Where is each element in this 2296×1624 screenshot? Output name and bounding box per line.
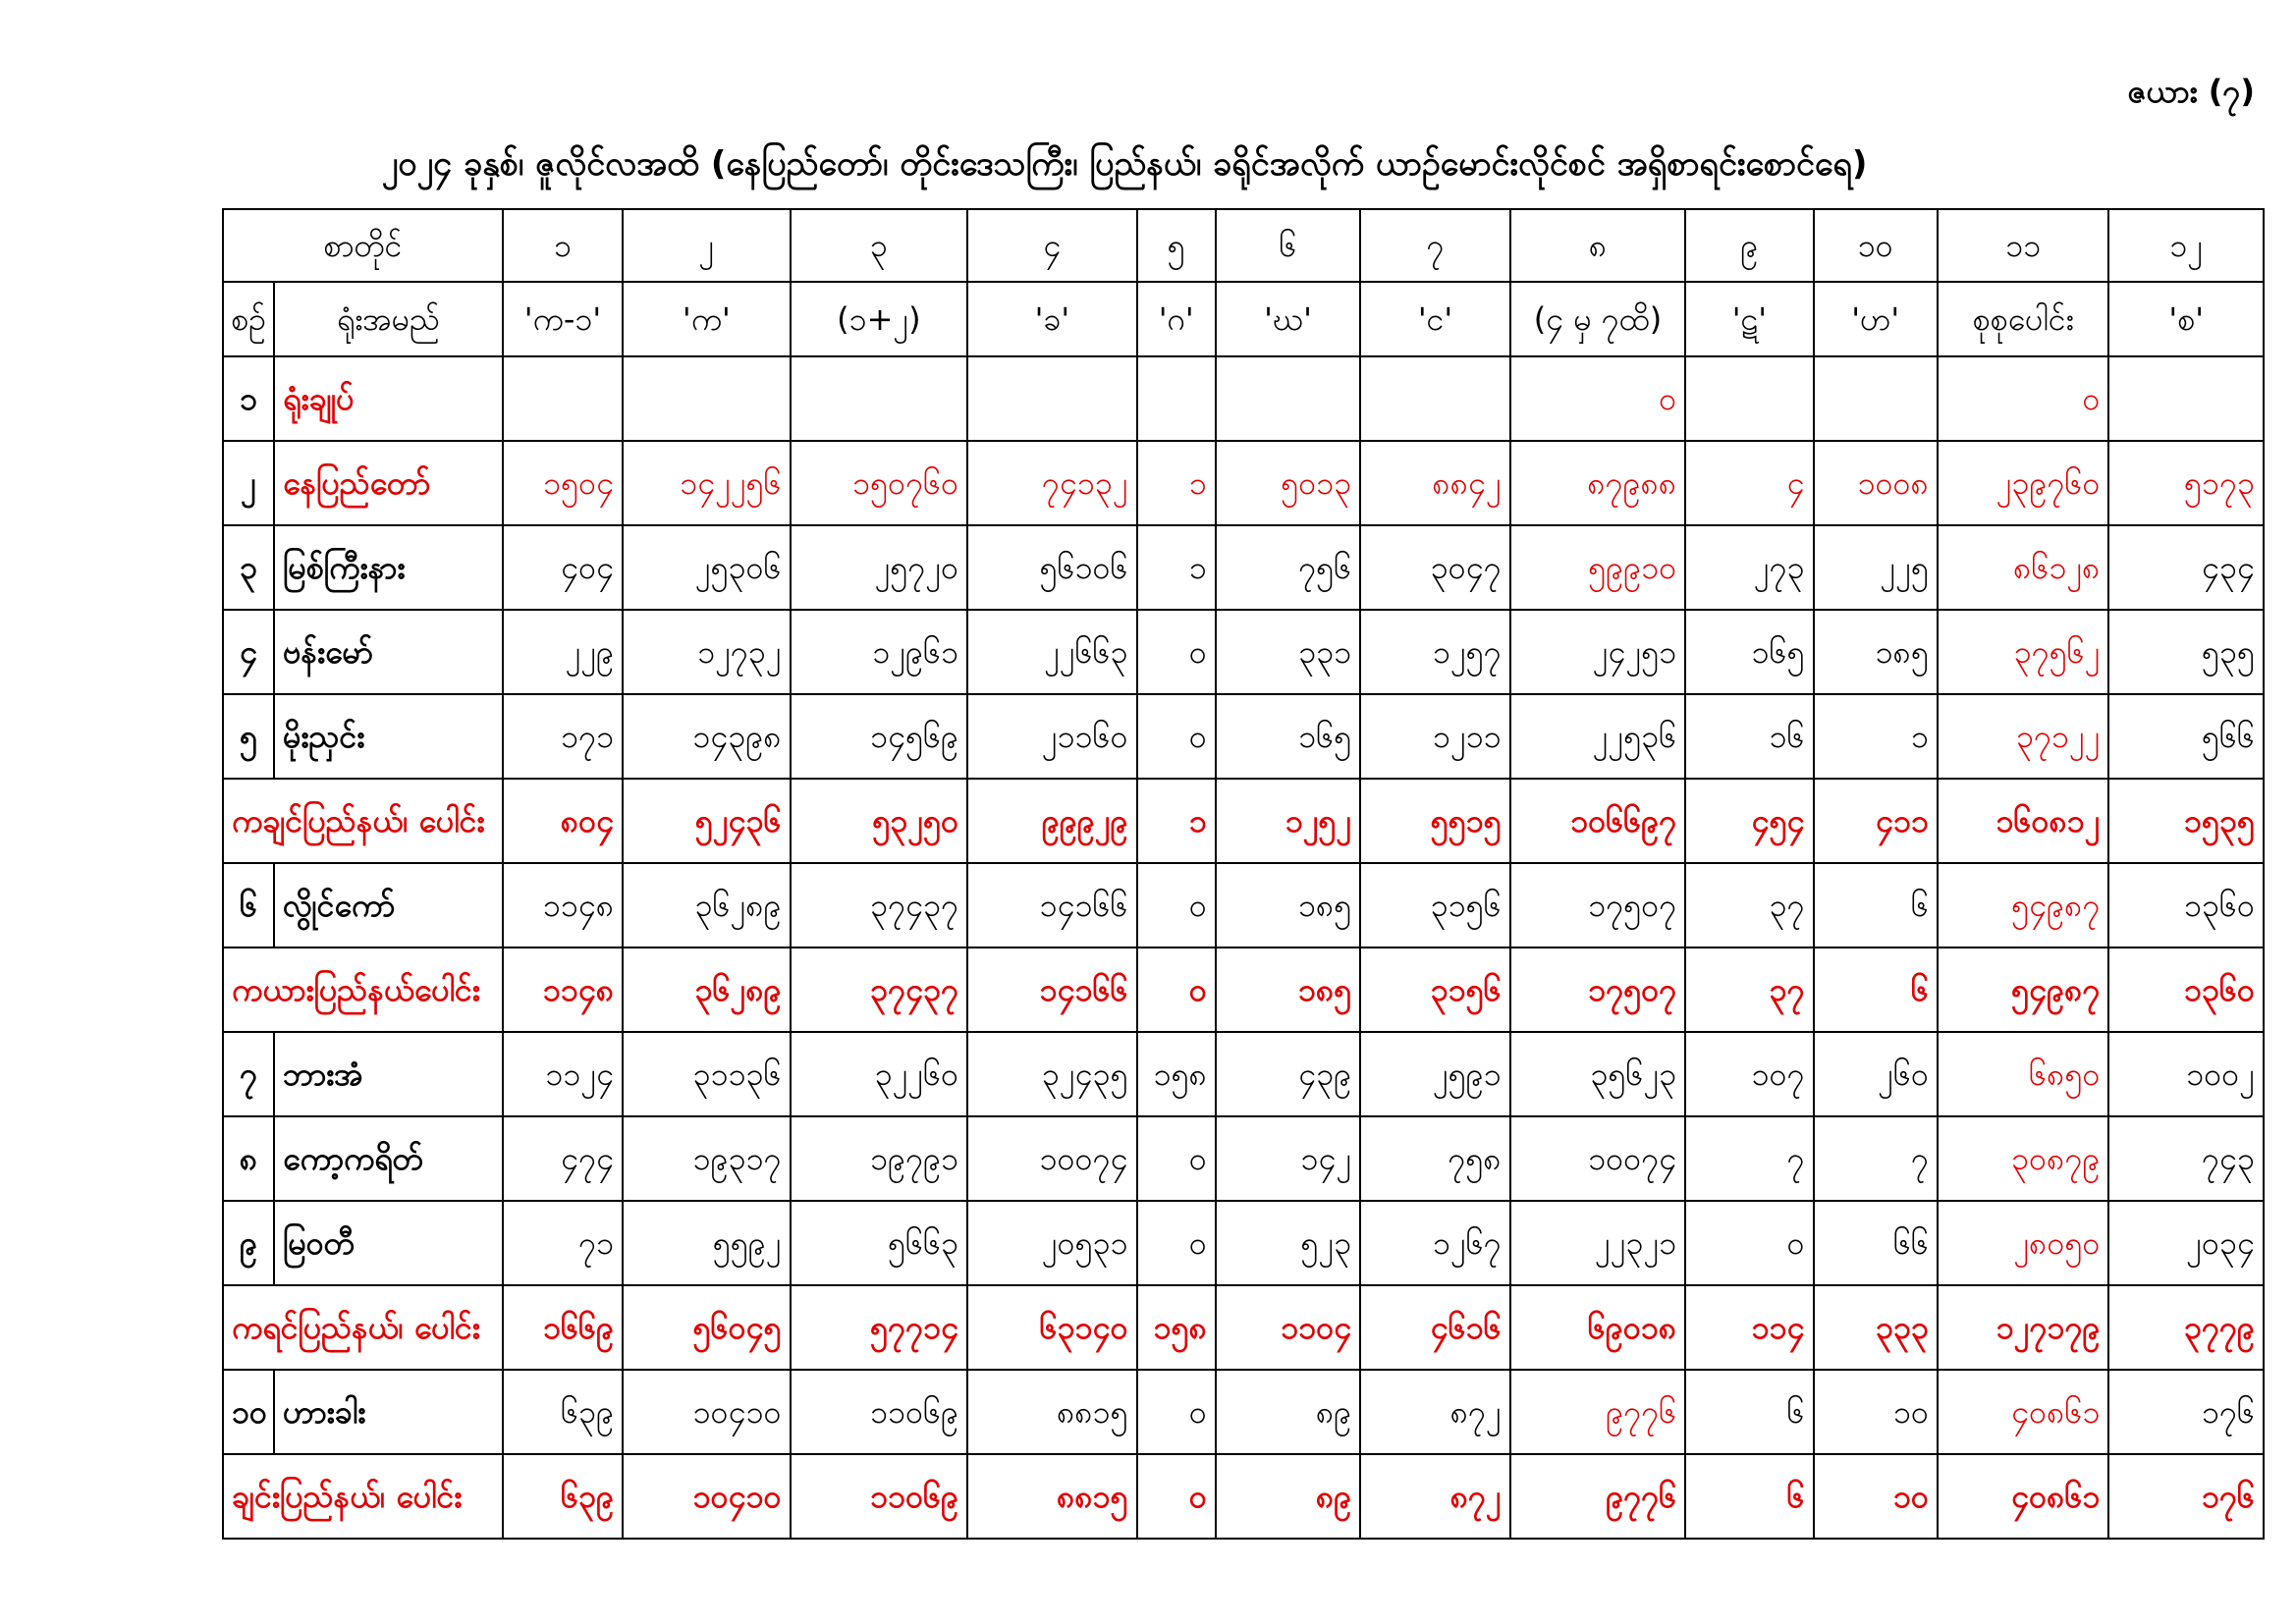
value-cell: ၂၅၇၂၀ [791, 525, 968, 610]
row-seq-no: ၃ [223, 525, 274, 610]
value-cell: ၄၁၁ [1814, 779, 1938, 863]
value-cell: ၁၄၁၆၆ [967, 863, 1136, 947]
row-seq-no: ၇ [223, 1032, 274, 1116]
value-cell: ၅၆၀၄၅ [623, 1285, 790, 1370]
value-cell: ၁၅၈ [1137, 1032, 1216, 1116]
office-name: ဘားအံ [274, 1032, 503, 1116]
value-cell: ၃၂၄၃၅ [967, 1032, 1136, 1116]
value-cell: ၁၇၁ [503, 694, 623, 779]
value-cell: ၈၉ [1216, 1370, 1360, 1454]
value-cell: ၃၇၇၉ [2108, 1285, 2264, 1370]
value-cell: ၂၂၅၃၆ [1510, 694, 1686, 779]
office-name: မြစ်ကြီးနား [274, 525, 503, 610]
value-cell: ၃၇၄၃၇ [791, 947, 968, 1032]
value-cell: ၄ [1685, 441, 1813, 525]
value-cell: ၅၄၉၈၇ [1938, 863, 2109, 947]
row-seq-no: ၁ [223, 356, 274, 441]
value-cell: ၅၂၄၃၆ [623, 779, 790, 863]
value-cell: ၄၃၄ [2108, 525, 2264, 610]
value-cell: ၆ [1814, 863, 1938, 947]
col-number: ၁၁ [1938, 209, 2109, 282]
value-cell: ၁၄၃၉၈ [623, 694, 790, 779]
value-cell: ၄၆၁၆ [1360, 1285, 1509, 1370]
value-cell [967, 356, 1136, 441]
value-cell: ၁၅၃၅ [2108, 779, 2264, 863]
col-number: ၂ [623, 209, 790, 282]
value-cell: ၀ [1938, 356, 2109, 441]
value-cell: ၁၅၀၇၆၀ [791, 441, 968, 525]
value-cell: ၃၆၂၈၉ [623, 863, 790, 947]
value-cell: ၁၁၄ [1685, 1285, 1813, 1370]
value-cell: ၁၃၆၀ [2108, 947, 2264, 1032]
value-cell: ၁၀ [1814, 1370, 1938, 1454]
value-cell: ၂၂၅ [1814, 525, 1938, 610]
value-cell: ၁၂၇၁၇၉ [1938, 1285, 2109, 1370]
value-cell: ၈၉ [1216, 1454, 1360, 1539]
value-cell: ၃၇ [1685, 863, 1813, 947]
value-cell: ၂၃၉၇၆၀ [1938, 441, 2109, 525]
table-row [223, 441, 2264, 525]
value-cell: ၁၀၇ [1685, 1032, 1813, 1116]
office-name: မိုးညှင်း [274, 694, 503, 779]
value-cell: ၈၈၁၅ [967, 1454, 1136, 1539]
office-name: ရုံးချုပ် [274, 356, 503, 441]
value-cell: ၆၃၉ [503, 1370, 623, 1454]
value-cell: ၃၁၅၆ [1360, 947, 1509, 1032]
table-row [223, 863, 2264, 947]
value-cell: ၁၉၃၁၇ [623, 1116, 790, 1201]
value-cell: ၉၉၉၂၉ [967, 779, 1136, 863]
value-cell: ၁၄၂၂၅၆ [623, 441, 790, 525]
col-number: ၁၂ [2108, 209, 2264, 282]
value-cell: ၁ [1137, 525, 1216, 610]
value-cell: ၁၀ [1814, 1454, 1938, 1539]
value-cell: ၃၅၆၂၃ [1510, 1032, 1686, 1116]
subtotal-row [223, 1285, 2264, 1370]
value-cell: ၁၇၆ [2108, 1370, 2264, 1454]
office-label: ရုံးအမည် [274, 282, 503, 356]
row-seq-no: ၈ [223, 1116, 274, 1201]
value-cell: ၂၂၉ [503, 610, 623, 694]
value-cell: ၁၆၅ [1216, 694, 1360, 779]
value-cell: ၁၂၉၆၁ [791, 610, 968, 694]
value-cell: ၂၅၉၁ [1360, 1032, 1509, 1116]
row-seq-no: ၉ [223, 1201, 274, 1285]
office-name: ဗန်းမော် [274, 610, 503, 694]
value-cell [503, 356, 623, 441]
table-row [223, 1116, 2264, 1201]
value-cell: ၈၈၁၅ [967, 1370, 1136, 1454]
row-seq-no: ၄ [223, 610, 274, 694]
col-number: ၅ [1137, 209, 1216, 282]
value-cell: ၁၄၂ [1216, 1116, 1360, 1201]
value-cell: ၀ [1510, 356, 1686, 441]
header-row-col-codes [223, 282, 2264, 356]
office-name: နေပြည်တော် [274, 441, 503, 525]
value-cell: ၀ [1137, 1201, 1216, 1285]
value-cell: ၂၀၅၃၁ [967, 1201, 1136, 1285]
subtotal-row [223, 779, 2264, 863]
col-number: ၉ [1685, 209, 1813, 282]
value-cell: ၁၀၄၁၀ [623, 1370, 790, 1454]
value-cell: ၈၇၂ [1360, 1370, 1509, 1454]
table-row [223, 610, 2264, 694]
appendix-label: ဇယား (၇) [2127, 73, 2255, 110]
value-cell: ၁၂၇၃၂ [623, 610, 790, 694]
value-cell: ၁၀၆၆၉၇ [1510, 779, 1686, 863]
value-cell: ၁၀၄၁၀ [623, 1454, 790, 1539]
value-cell: ၂၇၃ [1685, 525, 1813, 610]
value-cell: ၇၄၁၃၂ [967, 441, 1136, 525]
value-cell: ၂၂၆၆၃ [967, 610, 1136, 694]
col-code: (၁+၂) [791, 282, 968, 356]
value-cell: ၁၀၀၇၄ [967, 1116, 1136, 1201]
value-cell: ၁၇၅၀၇ [1510, 947, 1686, 1032]
col-code: 'က' [623, 282, 790, 356]
value-cell: ၉၇၇၆ [1510, 1370, 1686, 1454]
col-number: ၁ [503, 209, 623, 282]
value-cell: ၉၇၇၆ [1510, 1454, 1686, 1539]
value-cell: ၁၁၄၈ [503, 863, 623, 947]
subtotal-label: ကရင်ပြည်နယ်၊ ပေါင်း [223, 1285, 503, 1370]
col-code: 'စ' [2108, 282, 2264, 356]
value-cell: ၅၉၉၁၀ [1510, 525, 1686, 610]
col-code: 'ခ' [967, 282, 1136, 356]
value-cell: ၁၄၅၆၉ [791, 694, 968, 779]
value-cell: ၁၄၁၆၆ [967, 947, 1136, 1032]
value-cell: ၀ [1137, 694, 1216, 779]
value-cell: ၈၆၁၂၈ [1938, 525, 2109, 610]
subtotal-label: ကချင်ပြည်နယ်၊ ပေါင်း [223, 779, 503, 863]
value-cell: ၁၆၅ [1685, 610, 1813, 694]
value-cell [2108, 356, 2264, 441]
col-code: 'င' [1360, 282, 1509, 356]
value-cell: ၁၂၅၇ [1360, 610, 1509, 694]
value-cell: ၁၃၆၀ [2108, 863, 2264, 947]
value-cell: ၆၉၀၁၈ [1510, 1285, 1686, 1370]
col-code: 'ဂ' [1137, 282, 1216, 356]
value-cell: ၃၁၁၃၆ [623, 1032, 790, 1116]
col-code: စုစုပေါင်း [1938, 282, 2109, 356]
value-cell: ၂၀၃၄ [2108, 1201, 2264, 1285]
value-cell: ၆၆ [1814, 1201, 1938, 1285]
value-cell: ၈၇၂ [1360, 1454, 1509, 1539]
col-type-label: စာတိုင် [223, 209, 503, 282]
page-title: ၂၀၂၄ ခုနှစ်၊ ဇူလိုင်လအထိ (နေပြည်တော်၊ တိုင်းဒေသကြီး၊ ပြည်နယ်၊ ခရိုင်အလိုက် ယာဉ်မောင်းလိုင်စင် အရှိစာရင်းစောင်ရေ) [381, 144, 1868, 184]
value-cell: ၁၀၀၈ [1814, 441, 1938, 525]
col-code: 'ဃ' [1216, 282, 1360, 356]
value-cell: ၅၇၇၁၄ [791, 1285, 968, 1370]
value-cell: ၁၁၀၆၉ [791, 1454, 968, 1539]
header-row-col-numbers [223, 209, 2264, 282]
value-cell: ၆ [1814, 947, 1938, 1032]
value-cell: ၁၇၆ [2108, 1454, 2264, 1539]
value-cell: ၁၆ [1685, 694, 1813, 779]
value-cell: ၁၆၀၈၁၂ [1938, 779, 2109, 863]
value-cell: ၄၀၈၆၁ [1938, 1454, 2109, 1539]
value-cell: ၅၃၅ [2108, 610, 2264, 694]
value-cell: ၅၆၁၀၆ [967, 525, 1136, 610]
value-cell: ၁ [1137, 779, 1216, 863]
value-cell: ၂၁၁၆၀ [967, 694, 1136, 779]
value-cell: ၁ [1137, 441, 1216, 525]
value-cell: ၁၈၅ [1216, 947, 1360, 1032]
value-cell [1216, 356, 1360, 441]
value-cell: ၅၂၃ [1216, 1201, 1360, 1285]
col-number: ၃ [791, 209, 968, 282]
value-cell: ၀ [1137, 947, 1216, 1032]
value-cell: ၁၇၅၀၇ [1510, 863, 1686, 947]
seq-label: စဉ် [223, 282, 274, 356]
value-cell: ၈၈၄၂ [1360, 441, 1509, 525]
value-cell: ၁၅၀၄ [503, 441, 623, 525]
value-cell: ၄၅၄ [1685, 779, 1813, 863]
value-cell: ၂၆၀ [1814, 1032, 1938, 1116]
value-cell: ၆ [1685, 1370, 1813, 1454]
value-cell: ၃၃၁ [1216, 610, 1360, 694]
value-cell: ၀ [1137, 1454, 1216, 1539]
value-cell: ၇၅၈ [1360, 1116, 1509, 1201]
col-code: 'ဟ' [1814, 282, 1938, 356]
value-cell [1814, 356, 1938, 441]
value-cell: ၆၃၉ [503, 1454, 623, 1539]
value-cell: ၁၂၅၂ [1216, 779, 1360, 863]
value-cell: ၆၃၁၄၀ [967, 1285, 1136, 1370]
value-cell: ၁၁၀၆၉ [791, 1370, 968, 1454]
value-cell: ၃၇၁၂၂ [1938, 694, 2109, 779]
value-cell: ၃၂၂၆၀ [791, 1032, 968, 1116]
col-code: 'က-၁' [503, 282, 623, 356]
value-cell: ၅၆၆၃ [791, 1201, 968, 1285]
col-number: ၄ [967, 209, 1136, 282]
table-row [223, 356, 2264, 441]
subtotal-row [223, 1454, 2264, 1539]
value-cell: ၂၈၀၅၀ [1938, 1201, 2109, 1285]
table-row [223, 694, 2264, 779]
value-cell: ၅၅၁၅ [1360, 779, 1509, 863]
value-cell: ၇၄၃ [2108, 1116, 2264, 1201]
col-number: ၇ [1360, 209, 1509, 282]
value-cell: ၁၂၆၇ [1360, 1201, 1509, 1285]
value-cell [1137, 356, 1216, 441]
value-cell: ၀ [1137, 610, 1216, 694]
value-cell: ၁၈၅ [1814, 610, 1938, 694]
value-cell: ၁၉၇၉၁ [791, 1116, 968, 1201]
value-cell: ၃၇ [1685, 947, 1813, 1032]
office-name: မြဝတီ [274, 1201, 503, 1285]
value-cell: ၁၆၆၉ [503, 1285, 623, 1370]
value-cell: ၆ [1685, 1454, 1813, 1539]
value-cell: ၀ [1137, 1116, 1216, 1201]
value-cell: ၅၆၆ [2108, 694, 2264, 779]
license-table [222, 208, 2265, 1540]
value-cell: ၇ [1685, 1116, 1813, 1201]
value-cell: ၇ [1814, 1116, 1938, 1201]
value-cell [791, 356, 968, 441]
value-cell [1685, 356, 1813, 441]
subtotal-label: ချင်းပြည်နယ်၊ ပေါင်း [223, 1454, 503, 1539]
value-cell: ၀ [1137, 1370, 1216, 1454]
value-cell: ၄၀၄ [503, 525, 623, 610]
value-cell: ၄၇၄ [503, 1116, 623, 1201]
col-number: ၆ [1216, 209, 1360, 282]
value-cell: ၅၅၉၂ [623, 1201, 790, 1285]
value-cell: ၃၇၄၃၇ [791, 863, 968, 947]
value-cell: ၁၅၈ [1137, 1285, 1216, 1370]
value-cell: ၂၂၃၂၁ [1510, 1201, 1686, 1285]
row-seq-no: ၂ [223, 441, 274, 525]
office-name: လွိုင်ကော် [274, 863, 503, 947]
value-cell: ၁၀၀၇၄ [1510, 1116, 1686, 1201]
subtotal-label: ကယားပြည်နယ်ပေါင်း [223, 947, 503, 1032]
row-seq-no: ၆ [223, 863, 274, 947]
office-name: ကော့ကရိတ် [274, 1116, 503, 1201]
value-cell: ၃၇၅၆၂ [1938, 610, 2109, 694]
subtotal-row [223, 947, 2264, 1032]
value-cell: ၀ [1137, 863, 1216, 947]
value-cell: ၃၃၃ [1814, 1285, 1938, 1370]
value-cell: ၂၄၂၅၁ [1510, 610, 1686, 694]
value-cell: ၁ [1814, 694, 1938, 779]
value-cell [623, 356, 790, 441]
row-seq-no: ၁၀ [223, 1370, 274, 1454]
value-cell: ၁၈၅ [1216, 863, 1360, 947]
value-cell: ၁၂၁၁ [1360, 694, 1509, 779]
value-cell: ၃၀၄၇ [1360, 525, 1509, 610]
table-row [223, 1201, 2264, 1285]
value-cell: ၃၁၅၆ [1360, 863, 1509, 947]
value-cell: ၂၅၃၀၆ [623, 525, 790, 610]
col-number: ၁၀ [1814, 209, 1938, 282]
col-code: 'ဋ' [1685, 282, 1813, 356]
value-cell: ၇၅၆ [1216, 525, 1360, 610]
value-cell: ၇၁ [503, 1201, 623, 1285]
value-cell: ၁၁၂၄ [503, 1032, 623, 1116]
table-row [223, 525, 2264, 610]
col-code: (၄ မှ ၇ထိ) [1510, 282, 1686, 356]
value-cell: ၈၇၉၈၈ [1510, 441, 1686, 525]
value-cell: ၅၁၇၃ [2108, 441, 2264, 525]
value-cell: ၁၁၀၄ [1216, 1285, 1360, 1370]
value-cell: ၁၁၄၈ [503, 947, 623, 1032]
value-cell: ၃၀၈၇၉ [1938, 1116, 2109, 1201]
table-row [223, 1370, 2264, 1454]
value-cell: ၀ [1685, 1201, 1813, 1285]
value-cell: ၈၀၄ [503, 779, 623, 863]
value-cell: ၄၀၈၆၁ [1938, 1370, 2109, 1454]
table-row [223, 1032, 2264, 1116]
row-seq-no: ၅ [223, 694, 274, 779]
col-number: ၈ [1510, 209, 1686, 282]
value-cell: ၃၆၂၈၉ [623, 947, 790, 1032]
office-name: ဟားခါး [274, 1370, 503, 1454]
value-cell: ၄၃၉ [1216, 1032, 1360, 1116]
value-cell: ၆၈၅၀ [1938, 1032, 2109, 1116]
value-cell: ၁၀၀၂ [2108, 1032, 2264, 1116]
value-cell: ၅၀၁၃ [1216, 441, 1360, 525]
value-cell: ၅၃၂၅၀ [791, 779, 968, 863]
table-body [223, 209, 2264, 1539]
value-cell [1360, 356, 1509, 441]
value-cell: ၅၄၉၈၇ [1938, 947, 2109, 1032]
